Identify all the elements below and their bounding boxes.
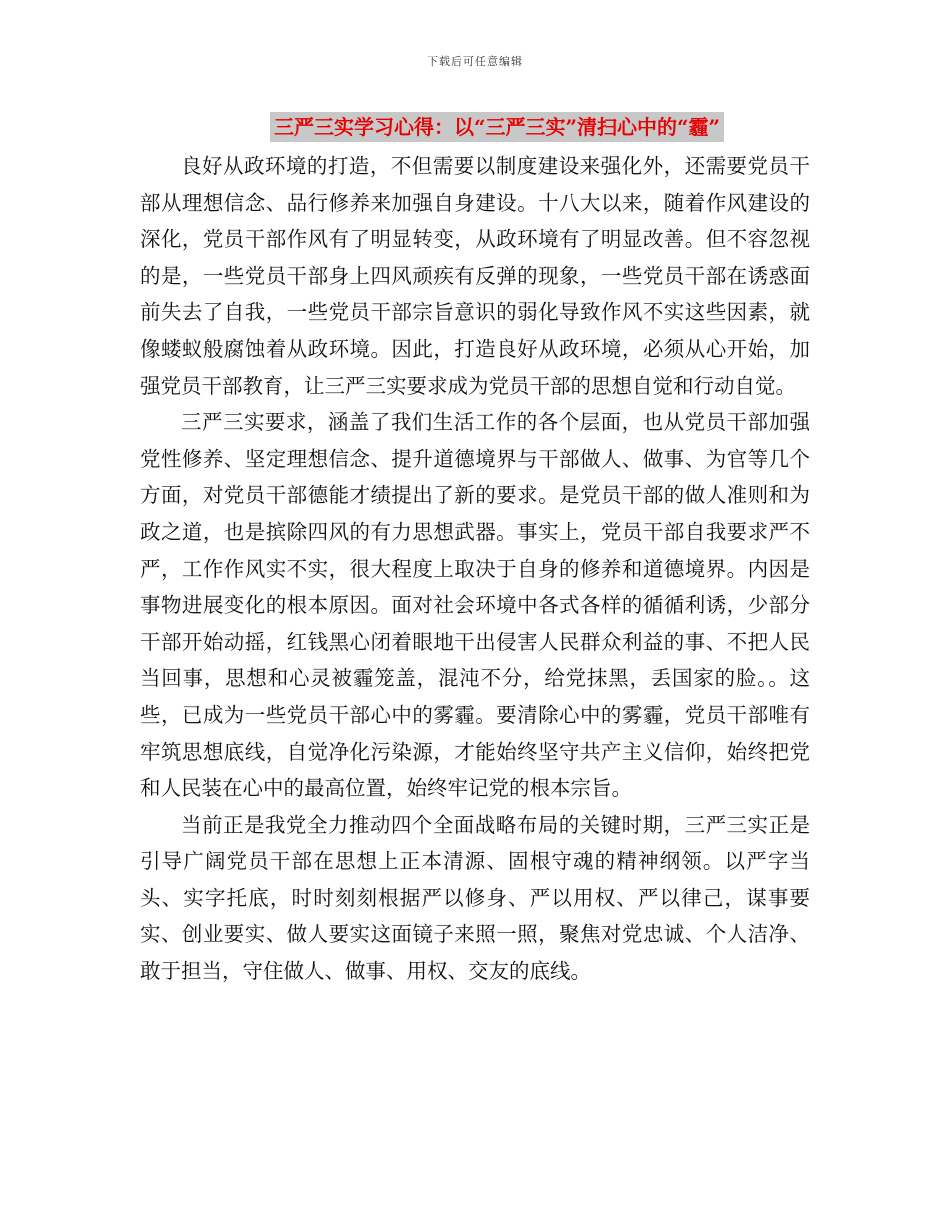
paragraph-2: 三严三实要求，涵盖了我们生活工作的各个层面，也从党员干部加强党性修养、坚定理想信念、提升道德境界与干部做人、做事、为官等几个方面，对党员干部德能才绩提出了新的要求。是党员干部的做人准则和为政之道，也是摈除四风的有力思想武器。事实上，党员干部自我要求严不严，工作作风实不实，很大程度上取决于自身的修养和道德境界。内因是事物进展变化的根本原因。面对社会环境中各式各样的循循利诱，少部分干部开始动摇，红钱黑心闭着眼地干出侵害人民群众利益的事、不把人民当回事，思想和心灵被霾笼盖，混沌不分，给党抹黑，丢国家的脸。。这些，已成为一些党员干部心中的雾霾。要清除心中的雾霾，党员干部唯有牢筑思想底线，自觉净化污染源，才能始终坚守共产主义信仰，始终把党和人民装在心中的最高位置，始终牢记党的根本宗旨。 — [140, 410, 810, 801]
document-title: 三严三实学习心得：以“三严三实”清扫心中的“霾” — [270, 112, 724, 142]
paragraph-3: 当前正是我党全力推动四个全面战略布局的关键时期，三严三实正是引导广阔党员干部在思想上正本清源、固根守魂的精神纲领。以严字当头、实字托底，时时刻刻根据严以修身、严以用权、严以律己，谋事要实、创业要实、做人要实这面镜子来照一照，聚焦对党忠诚、个人洁净、敢于担当，守住做人、做事、用权、交友的底线。 — [140, 812, 810, 984]
paragraph-1: 良好从政环境的打造，不但需要以制度建设来强化外，还需要党员干部从理想信念、品行修养来加强自身建设。十八大以来，随着作风建设的深化，党员干部作风有了明显转变，从政环境有了明显改善。但不容忽视的是，一些党员干部身上四风顽疾有反弹的现象，一些党员干部在诱惑面前失去了自我，一些党员干部宗旨意识的弱化导致作风不实这些因素，就像蝼蚁般腐蚀着从政环境。因此，打造良好从政环境，必须从心开始，加强党员干部教育，让三严三实要求成为党员干部的思想自觉和行动自觉。 — [140, 154, 810, 398]
document-body — [140, 148, 810, 990]
title-container — [0, 112, 950, 142]
page-header-note: 下载后可任意编辑 — [427, 55, 523, 68]
